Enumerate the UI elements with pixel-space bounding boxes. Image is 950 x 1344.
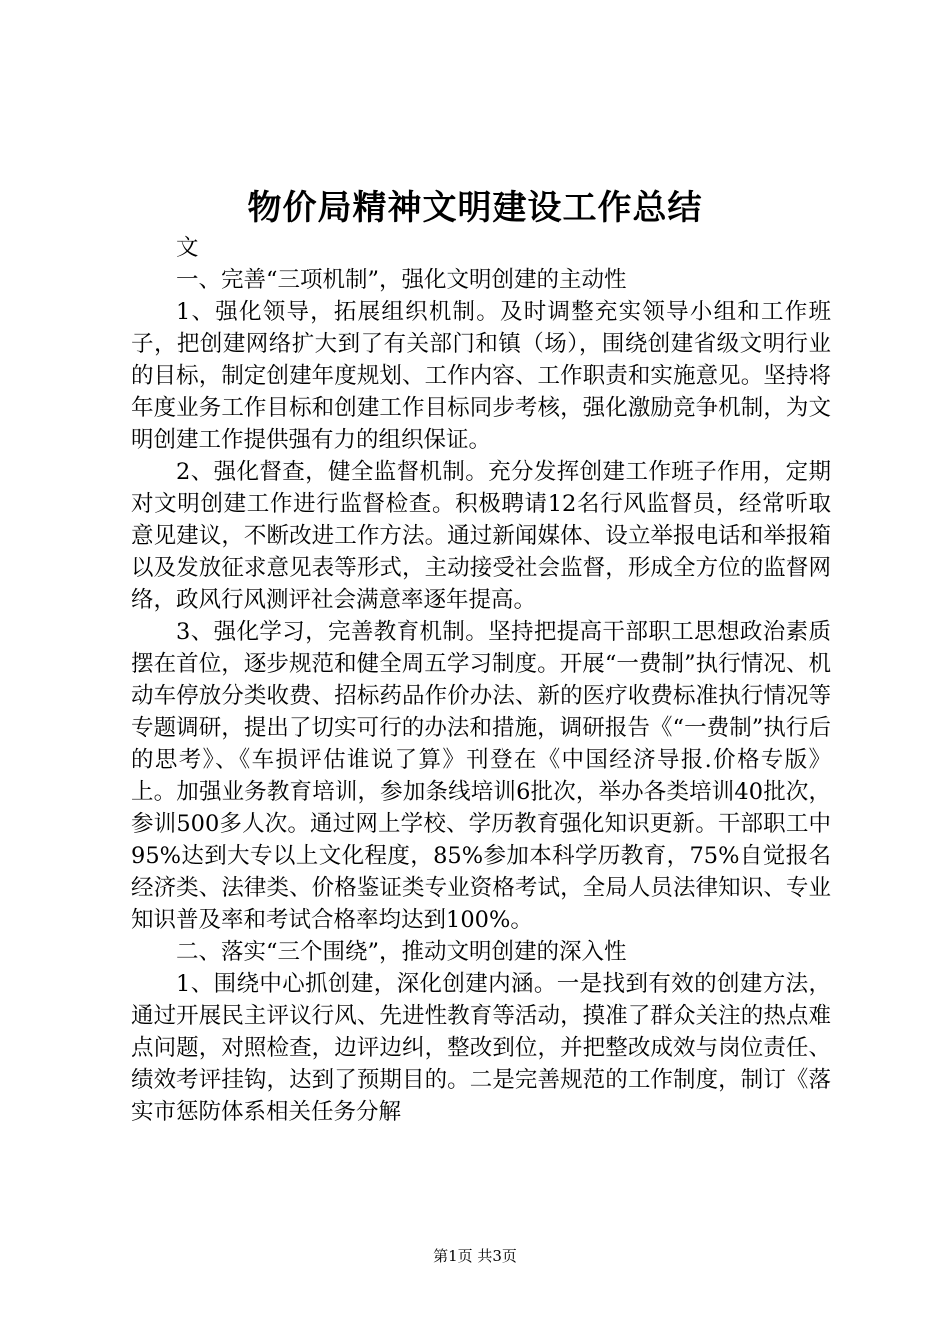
body-paragraph: 文 [176, 235, 199, 261]
body-paragraph: 2、强化督查，健全监督机制。充分发挥创建工作班子作用，定期对文明创建工作进行监督检查。积极聘请12名行风监督员，经常听取意见建议，不断改进工作方法。通过新闻媒体、设立举报电话和举报箱以及发放征求意见表等形式，主动接受社会监督，形成全方位的监督网络，政风行风测评社会满意率逐年提高。 [131, 459, 831, 613]
document-title: 物价局精神文明建设工作总结 [247, 188, 703, 228]
section-heading: 二、落实“三个围绕”，推动文明创建的深入性 [176, 939, 627, 965]
document-body [131, 232, 831, 1128]
body-paragraph: 1、围绕中心抓创建，深化创建内涵。一是找到有效的创建方法，通过开展民主评议行风、先进性教育等活动，摸准了群众关注的热点难点问题，对照检查，边评边纠，整改到位，并把整改成效与岗位责任、绩效考评挂钩，达到了预期目的。二是完善规范的工作制度，制订《落实市惩防体系相关任务分解 [131, 971, 831, 1125]
section-heading: 一、完善“三项机制”，强化文明创建的主动性 [176, 267, 627, 293]
body-paragraph: 1、强化领导，拓展组织机制。及时调整充实领导小组和工作班子，把创建网络扩大到了有关部门和镇（场），围绕创建省级文明行业的目标，制定创建年度规划、工作内容、工作职责和实施意见。坚持将年度业务工作目标和创建工作目标同步考核，强化激励竞争机制，为文明创建工作提供强有力的组织保证。 [131, 299, 831, 453]
page-footer: 第1页 共3页 [433, 1247, 517, 1265]
body-paragraph: 3、强化学习，完善教育机制。坚持把提高干部职工思想政治素质摆在首位，逐步规范和健全周五学习制度。开展“一费制”执行情况、机动车停放分类收费、招标药品作价办法、新的医疗收费标准执行情况等专题调研，提出了切实可行的办法和措施，调研报告《“一费制”执行后的思考》、《车损评估谁说了算》刊登在《中国经济导报.价格专版》上。加强业务教育培训，参加条线培训6批次，举办各类培训40批次，参训500多人次。通过网上学校、学历教育强化知识更新。干部职工中95%达到大专以上文化程度，85%参加本科学历教育，75%自觉报名经济类、法律类、价格鉴证类专业资格考试，全局人员法律知识、专业知识普及率和考试合格率均达到100%。 [131, 619, 831, 933]
